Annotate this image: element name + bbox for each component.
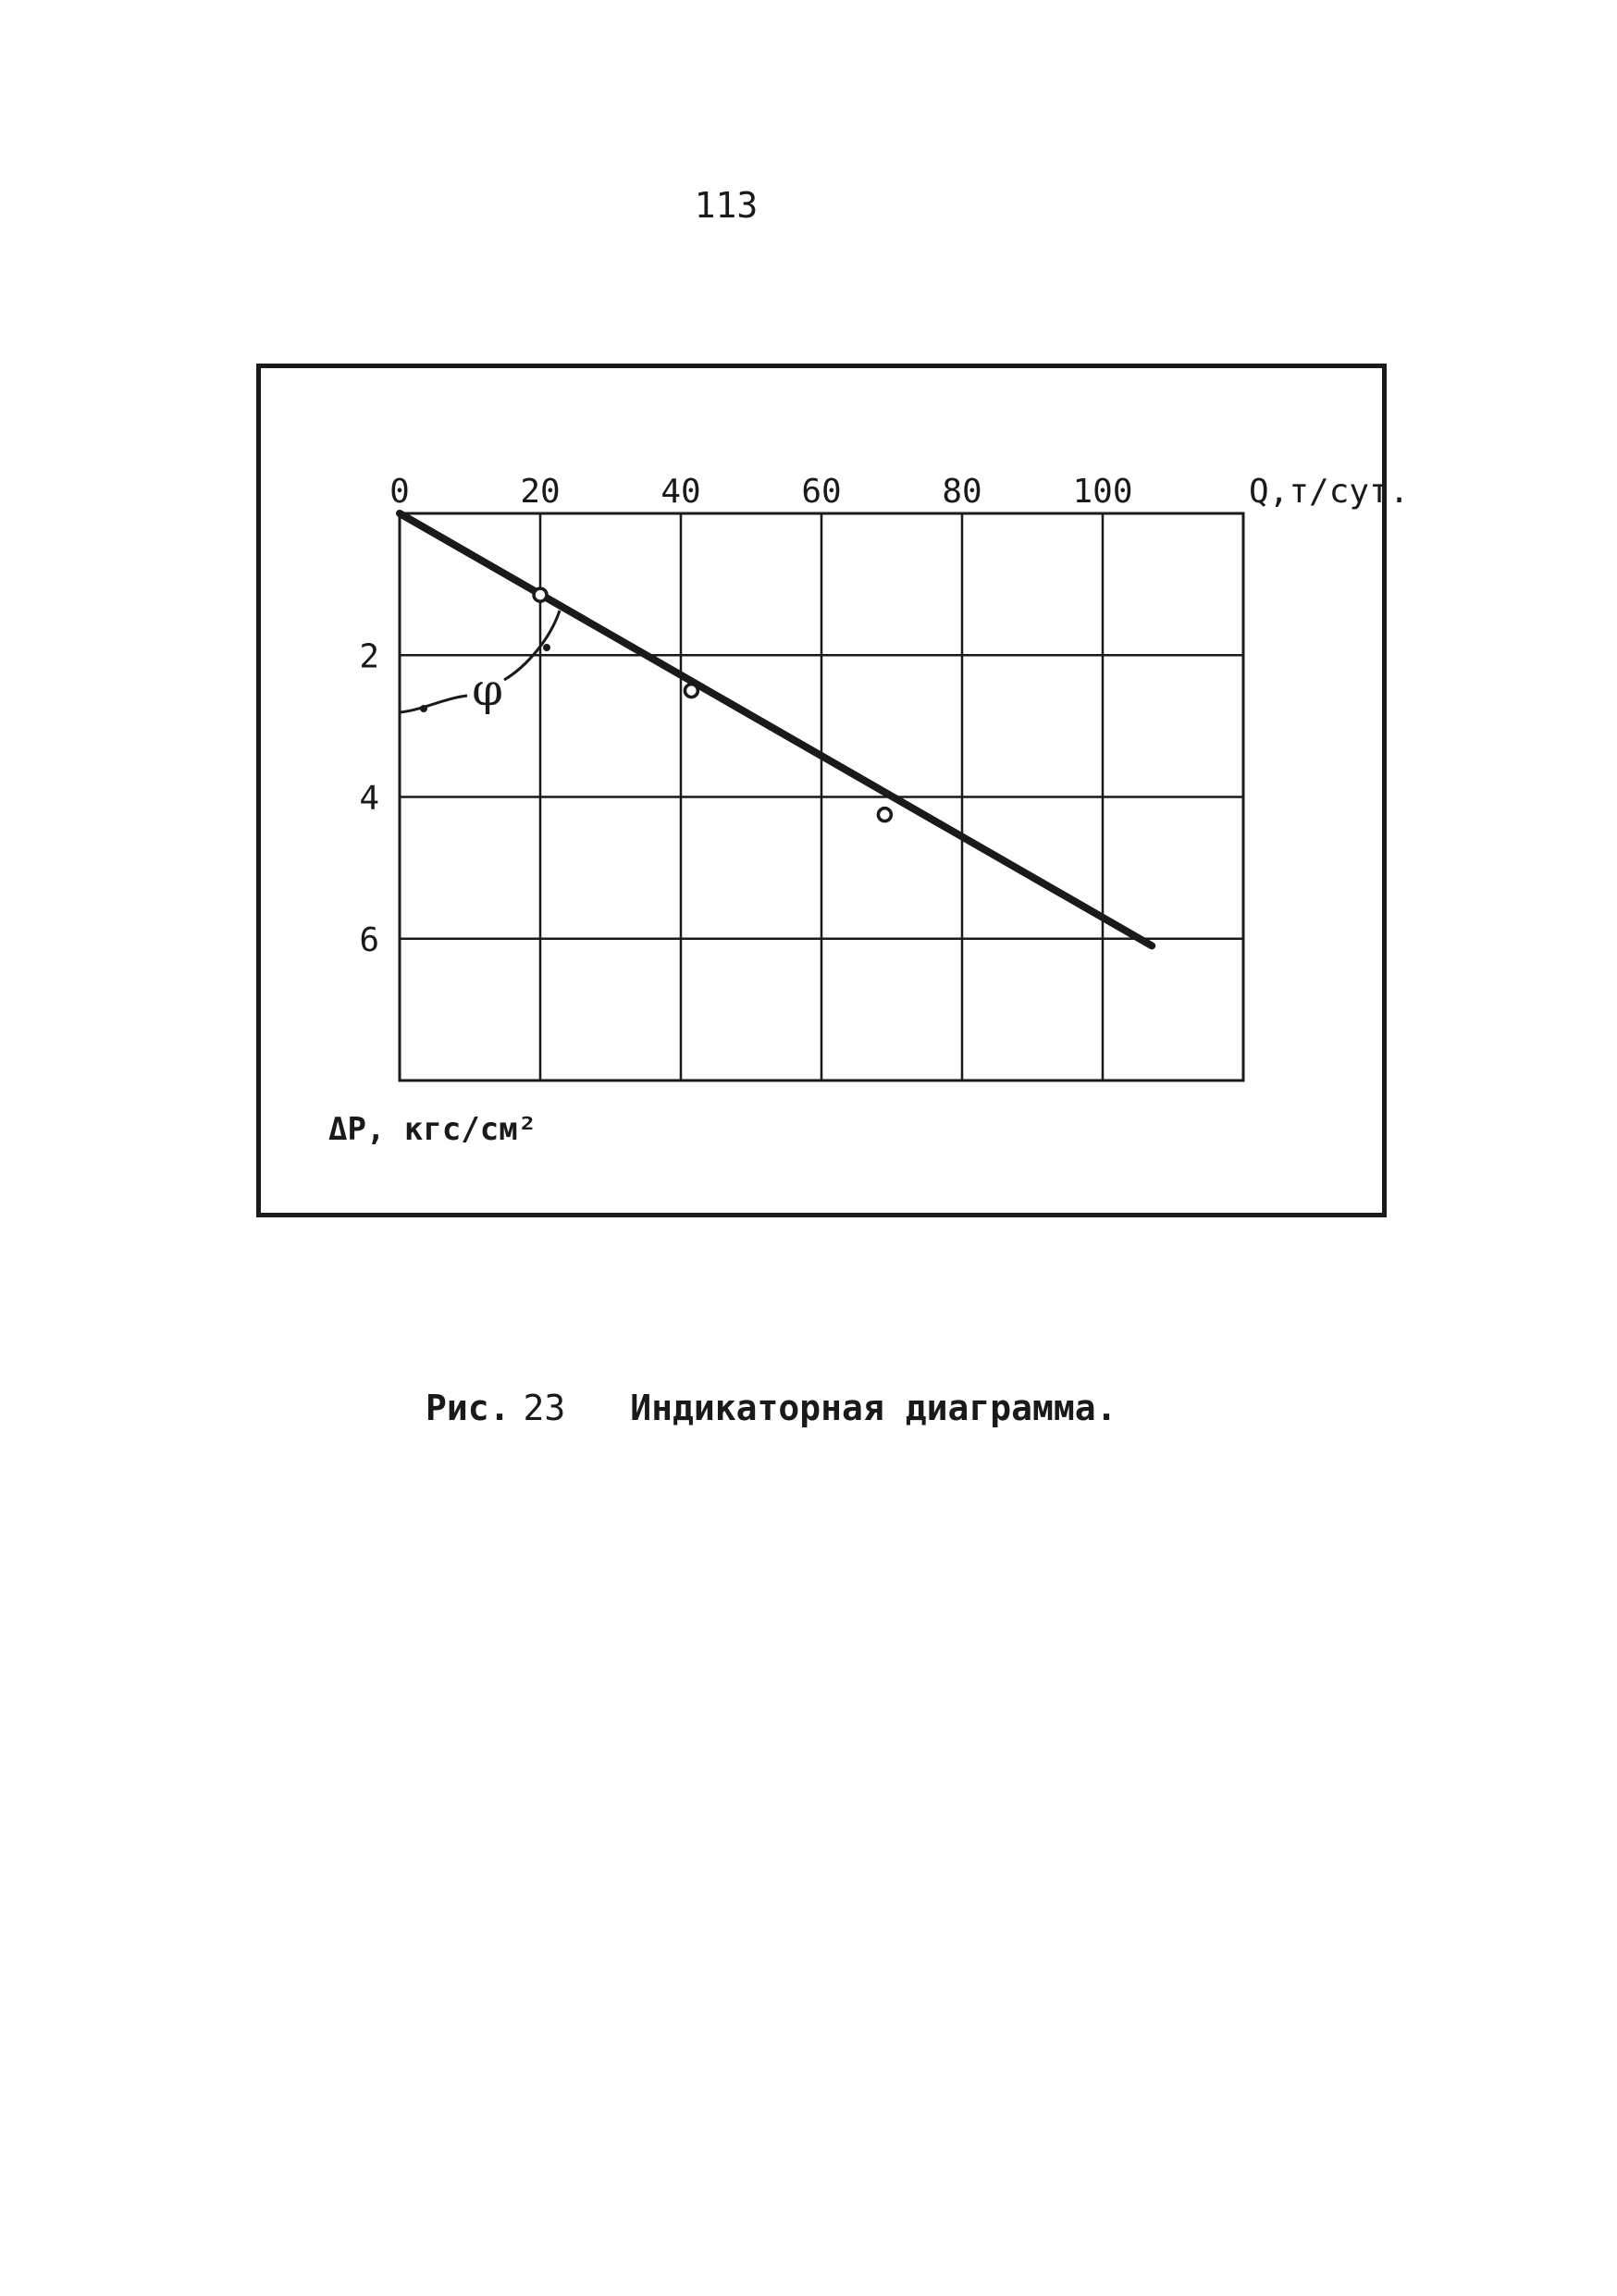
caption-label: Рис. xyxy=(426,1388,511,1428)
x-tick-label: 80 xyxy=(942,473,982,511)
y-tick-label: 6 xyxy=(359,920,379,959)
x-axis-label: Q,т/сут. xyxy=(1249,473,1410,511)
y-tick-label: 4 xyxy=(359,779,379,818)
caption-title: Индикаторная диаграмма. xyxy=(630,1388,1117,1428)
angle-leader-dot xyxy=(543,644,550,651)
y-axis-label: ΔP, кгс/см² xyxy=(328,1111,537,1148)
data-point xyxy=(685,685,697,697)
x-tick-label: 40 xyxy=(660,473,701,511)
chart-grid xyxy=(400,513,1243,1080)
caption-number: 23 xyxy=(523,1388,566,1428)
chart-series xyxy=(400,513,1152,945)
angle-leader-left xyxy=(400,696,467,712)
data-point xyxy=(878,809,891,821)
y-tick-label: 2 xyxy=(359,637,379,676)
chart-ticks xyxy=(328,473,1409,1148)
angle-leader-dot xyxy=(420,705,427,712)
x-tick-label: 100 xyxy=(1072,473,1133,511)
fit-line xyxy=(400,513,1152,945)
data-point xyxy=(534,588,547,601)
x-tick-label: 20 xyxy=(520,473,561,511)
page-number: 113 xyxy=(694,185,759,226)
chart-annotations xyxy=(400,611,560,716)
angle-leader-right xyxy=(504,611,560,680)
angle-annotation: φ xyxy=(472,664,503,716)
x-tick-label: 0 xyxy=(389,473,410,511)
x-tick-label: 60 xyxy=(801,473,842,511)
figure-caption xyxy=(426,1388,1258,1428)
